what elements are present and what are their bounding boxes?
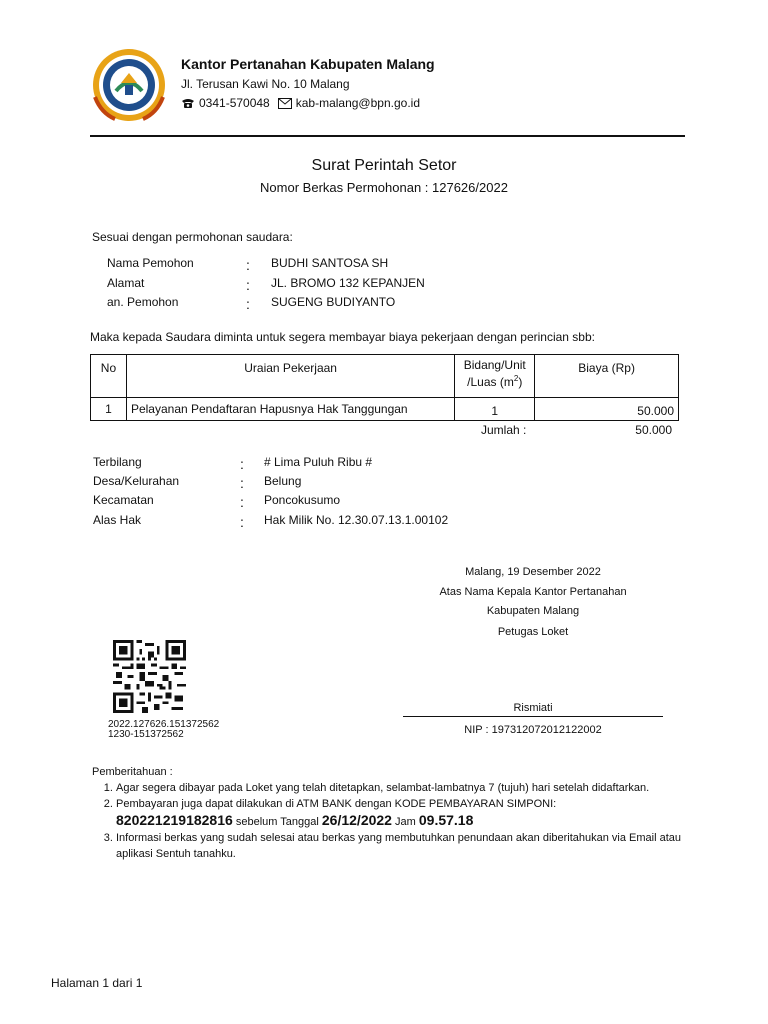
colon: : bbox=[240, 456, 244, 472]
notice-list bbox=[98, 780, 686, 862]
applicant-row bbox=[0, 295, 768, 315]
detail-label: Alas Hak bbox=[93, 513, 142, 527]
header-bidang-sup: 2 bbox=[513, 374, 519, 383]
simponi-code: 820221219182816 bbox=[116, 812, 233, 828]
detail-row bbox=[0, 455, 768, 475]
header-bidang-line1: Bidang/Unit bbox=[463, 358, 526, 372]
applicant-row bbox=[0, 256, 768, 276]
notice-item2-text: Pembayaran juga dapat dilakukan di ATM BANK dengan KODE PEMBAYARAN SIMPONI: bbox=[116, 798, 557, 810]
signature-line2: Kabupaten Malang bbox=[486, 605, 580, 617]
header-uraian: Uraian Pekerjaan bbox=[126, 355, 454, 398]
header-bidang bbox=[455, 355, 535, 398]
org-email: kab-malang@bpn.go.id bbox=[295, 96, 420, 110]
signature-place-date: Malang, 19 Desember 2022 bbox=[465, 566, 601, 578]
org-phone: 0341-570048 bbox=[199, 96, 270, 110]
total-value: 50.000 bbox=[635, 423, 672, 437]
cell-uraian: Pelayanan Pendaftaran Hapusnya Hak Tanggungan bbox=[126, 398, 454, 421]
header-biaya: Biaya (Rp) bbox=[535, 355, 679, 398]
table-row bbox=[91, 398, 679, 421]
total-label: Jumlah : bbox=[481, 423, 527, 437]
org-address: Jl. Terusan Kawi No. 10 Malang bbox=[181, 77, 350, 91]
org-name: Kantor Pertanahan Kabupaten Malang bbox=[181, 56, 435, 72]
applicant-label: Nama Pemohon bbox=[107, 256, 194, 270]
detail-value: Poncokusumo bbox=[264, 493, 341, 507]
org-contact bbox=[181, 96, 420, 110]
document-subtitle: Nomor Berkas Permohonan : 127626/2022 bbox=[260, 180, 508, 195]
applicant-value: SUGENG BUDIYANTO bbox=[271, 295, 396, 309]
applicant-label: Alamat bbox=[107, 276, 145, 290]
phone-icon bbox=[181, 98, 195, 109]
header-divider bbox=[90, 135, 685, 137]
notice-before: sebelum Tanggal bbox=[235, 816, 319, 828]
cell-biaya: 50.000 bbox=[535, 398, 679, 421]
work-table bbox=[90, 354, 679, 421]
detail-label: Terbilang bbox=[93, 455, 142, 469]
header-no: No bbox=[91, 355, 127, 398]
signatory-name: Rismiati bbox=[513, 702, 553, 714]
qr-caption-line1: 2022.127626.151372562 bbox=[108, 719, 220, 730]
qr-caption bbox=[108, 720, 219, 740]
bpn-logo bbox=[91, 47, 167, 123]
header-bidang-close: ) bbox=[518, 375, 523, 389]
colon: : bbox=[246, 277, 250, 293]
notice-item: 1. Agar segera dibayar pada Loket yang telah ditetapkan, selambat-lambatnya 7 (tujuh) hari setelah didaftarkan. bbox=[116, 780, 686, 796]
detail-row bbox=[0, 513, 768, 533]
cell-no: 1 bbox=[91, 398, 127, 421]
signature-line bbox=[403, 716, 663, 717]
detail-value: Belung bbox=[264, 474, 302, 488]
detail-value: # Lima Puluh Ribu # bbox=[264, 455, 373, 469]
qr-caption-line2: 1230-151372562 bbox=[108, 729, 184, 740]
notice-heading: Pemberitahuan : bbox=[92, 766, 173, 778]
table-header-row bbox=[91, 355, 679, 398]
header-bidang-line2: /Luas (m bbox=[467, 375, 514, 389]
detail-label: Kecamatan bbox=[93, 493, 154, 507]
applicant-value: JL. BROMO 132 KEPANJEN bbox=[271, 276, 425, 290]
colon: : bbox=[240, 494, 244, 510]
notice-item: 3. Informasi berkas yang sudah selesai atau berkas yang membutuhkan penundaan akan diberitahukan via Email atau aplikasi Sentuh tanahku. bbox=[116, 830, 686, 862]
detail-value: Hak Milik No. 12.30.07.13.1.00102 bbox=[264, 513, 449, 527]
applicant-row bbox=[0, 276, 768, 296]
colon: : bbox=[246, 257, 250, 273]
detail-row bbox=[0, 493, 768, 513]
instruction-text: Maka kepada Saudara diminta untuk segera membayar biaya pekerjaan dengan perincian sbb: bbox=[90, 330, 595, 344]
signature-line3: Petugas Loket bbox=[497, 626, 569, 638]
applicant-value: BUDHI SANTOSA SH bbox=[271, 256, 389, 270]
colon: : bbox=[240, 514, 244, 530]
page-footer: Halaman 1 dari 1 bbox=[51, 976, 143, 990]
applicant-label: an. Pemohon bbox=[107, 295, 179, 309]
colon: : bbox=[240, 475, 244, 491]
due-time: 09.57.18 bbox=[418, 812, 474, 828]
due-date: 26/12/2022 bbox=[321, 812, 392, 828]
colon: : bbox=[246, 296, 250, 312]
cell-bidang: 1 bbox=[455, 398, 535, 421]
intro-text: Sesuai dengan permohonan saudara: bbox=[92, 230, 293, 244]
document-title: Surat Perintah Setor bbox=[311, 157, 457, 174]
detail-label: Desa/Kelurahan bbox=[93, 474, 180, 488]
mail-icon bbox=[278, 98, 292, 109]
qr-code bbox=[113, 640, 186, 713]
notice-jam: Jam bbox=[395, 816, 416, 828]
signature-line1: Atas Nama Kepala Kantor Pertanahan bbox=[439, 586, 627, 598]
detail-row bbox=[0, 474, 768, 494]
signatory-nip: NIP : 197312072012122002 bbox=[464, 724, 602, 736]
notice-item bbox=[116, 796, 686, 830]
